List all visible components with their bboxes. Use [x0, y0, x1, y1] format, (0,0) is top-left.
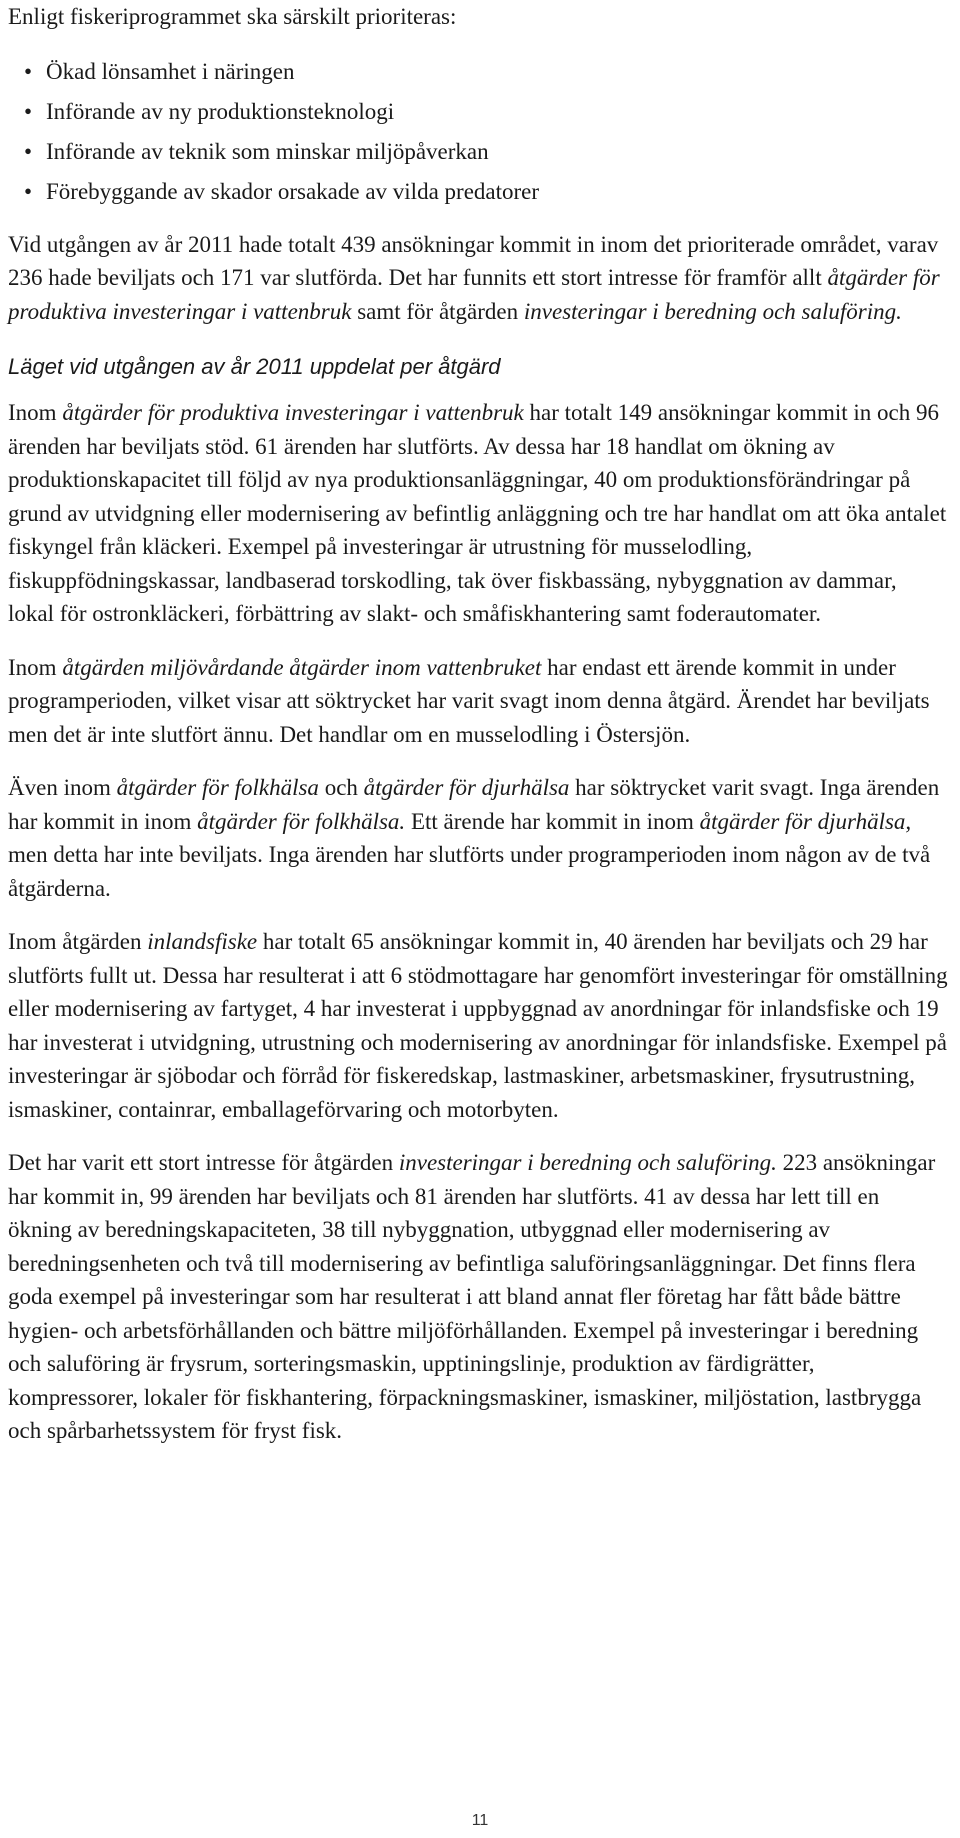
bullet-icon: • [24, 58, 33, 84]
list-item: • Förebyggande av skador orsakade av vilda predatorer [8, 172, 948, 212]
vattenbruk-paragraph: Inom åtgärder för produktiva investeringar i vattenbruk har totalt 149 ansökningar kommit in och 96 ärenden har beviljats stöd. 61 ärenden har slutförts. Av dessa har 18 handlat om ökning av produktionskapacitet till följd av nya produktionsanläggningar, 40 om produktionsförändringar på grund av utvidgning eller modernisering av befintlig anläggning och tre har handlat om att öka antalet fiskyngel från kläckeri. Exempel på investeringar är utrustning för musselodling, fiskuppfödningskassar, landbaserad torskodling, tak över fiskbassäng, nybyggnation av dammar, lokal för ostronkläckeri, förbättring av slakt- och småfiskhantering samt foderautomater. [8, 400, 947, 626]
section-heading: Läget vid utgången av år 2011 uppdelat per åtgärd [8, 354, 501, 379]
beredning-paragraph: Det har varit ett stort intresse för åtgärden investeringar i beredning och saluföring. 223 ansökningar har kommit in, 99 ärenden har beviljats och 81 ärenden har slutförts. 41 av dessa har lett till en ökning av beredningskapaciteten, 38 till nybyggnation, utbyggnad eller modernisering av beredningsenheten och två till modernisering av befintliga saluföringsanläggningar. Det finns flera goda exempel på investeringar som har resulterat i att bland annat fler företag har fått både bättre hygien- och arbetsförhållanden och bättre miljöförhållanden. Exempel på investeringar i beredning och saluföring är frysrum, sorteringsmaskin, upptiningslinje, produktion av färdigrätter, kompressorer, lokaler för fiskhantering, förpackningsmaskiner, ismaskiner, miljöstation, lastbrygga och spårbarhetssystem för fryst fisk. [8, 1150, 936, 1443]
bullet-icon: • [24, 178, 33, 204]
priority-list [8, 52, 948, 212]
page-number: 11 [471, 1812, 489, 1829]
miljo-paragraph: Inom åtgärden miljövårdande åtgärder inom vattenbruket har endast ett ärende kommit in under programperioden, vilket visar att söktrycket har varit svagt inom denna åtgärd. Ärendet har beviljats men det är inte slutfört ännu. Det handlar om en musselodling i Östersjön. [8, 654, 930, 747]
intro-paragraph: Enligt fiskeriprogrammet ska särskilt prioriteras: [8, 4, 457, 29]
bullet-icon: • [24, 138, 33, 164]
page-content [8, 0, 948, 1448]
summary-paragraph: Vid utgången av år 2011 hade totalt 439 ansökningar kommit in inom det prioriterade området, varav 236 hade beviljats och 171 var slutförda. Det har funnits ett stort intresse för framför allt åtgärder för produktiva investeringar i vattenbruk samt för åtgärden investeringar i beredning och saluföring. [8, 231, 940, 324]
list-item: • Införande av teknik som minskar miljöpåverkan [8, 132, 948, 172]
list-item: • Införande av ny produktionsteknologi [8, 92, 948, 132]
halsa-paragraph: Även inom åtgärder för folkhälsa och åtgärder för djurhälsa har söktrycket varit svagt. Inga ärenden har kommit in inom åtgärder för folkhälsa. Ett ärende har kommit in inom åtgärder för djurhälsa, men detta har inte beviljats. Inga ärenden har slutförts under programperioden inom någon av de två åtgärderna. [8, 775, 940, 901]
bullet-icon: • [24, 98, 33, 124]
list-item: • Ökad lönsamhet i näringen [8, 52, 948, 92]
inlandsfiske-paragraph: Inom åtgärden inlandsfiske har totalt 65 ansökningar kommit in, 40 ärenden har beviljats och 29 har slutförts fullt ut. Dessa har resulterat i att 6 stödmottagare har genomfört investeringar för omställning eller modernisering av fartyget, 4 har investerat i uppbyggnad av anordningar för inlandsfiske och 19 har investerat i utvidgning, utrustning och modernisering av anordningar för inlandsfiske. Exempel på investeringar är sjöbodar och förråd för fiskeredskap, lastmaskiner, arbetsmaskiner, frysutrustning, ismaskiner, containrar, emballageförvaring och motorbyten. [8, 929, 948, 1122]
